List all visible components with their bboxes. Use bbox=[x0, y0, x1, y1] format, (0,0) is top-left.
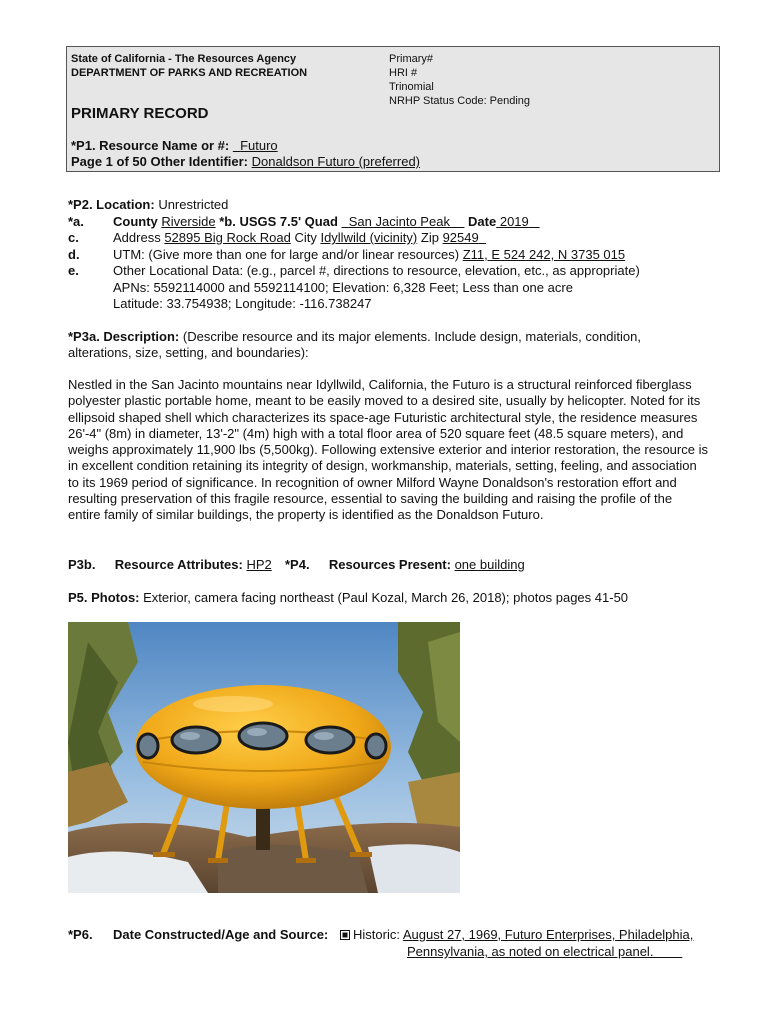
p3b-row bbox=[68, 557, 708, 574]
p2c-label: c. bbox=[68, 230, 79, 245]
agency-block bbox=[71, 52, 307, 80]
date-constructed-line1: August 27, 1969, Futuro Enterprises, Philadelphia, bbox=[402, 927, 694, 942]
p2a-label: *a. bbox=[68, 213, 84, 229]
p2d-row bbox=[68, 247, 708, 264]
p2e-label: e. bbox=[68, 263, 79, 278]
address-value: 52895 Big Rock Road bbox=[164, 230, 291, 245]
other-identifier-line bbox=[71, 154, 688, 170]
nrhp-status: NRHP Status Code: Pending bbox=[389, 95, 531, 107]
date-value: 2019 bbox=[499, 213, 529, 229]
latlon-row bbox=[68, 296, 708, 313]
p2-location-block bbox=[68, 197, 708, 313]
latlon-line: Latitude: 33.754938; Longitude: -116.738247 bbox=[113, 296, 372, 311]
city-value: Idyllwild (vicinity) bbox=[320, 230, 418, 245]
p3a-instruction bbox=[68, 329, 708, 362]
other-identifier-label: Other Identifier: bbox=[150, 154, 249, 169]
p2a-row bbox=[68, 214, 708, 231]
historic-option bbox=[340, 926, 693, 943]
p2-label: *P2. Location: bbox=[68, 197, 155, 212]
apn-line: APNs: 5592114000 and 5592114100; Elevation: 6,328 Feet; Less than one acre bbox=[113, 279, 573, 295]
p3a-label: *P3a. Description: bbox=[68, 329, 180, 344]
p5-row bbox=[68, 590, 708, 607]
futuro-house-illustration bbox=[68, 622, 460, 893]
p1-resource-name-line bbox=[71, 138, 717, 154]
attributes-value: HP2 bbox=[246, 557, 272, 572]
page-count: Page 1 of 50 bbox=[71, 154, 147, 169]
other-identifier-value: Donaldson Futuro (preferred) bbox=[251, 154, 420, 169]
p5-label: P5. Photos: bbox=[68, 590, 140, 605]
p5-value: Exterior, camera facing northeast (Paul Kozal, March 26, 2018); photos pages 41-50 bbox=[143, 590, 629, 605]
historic-label: Historic: bbox=[353, 927, 400, 942]
trinomial: Trinomial bbox=[389, 81, 434, 93]
resources-present-label: Resources Present: bbox=[328, 557, 451, 572]
p3a-instruction-text: (Describe resource and its major elements. Include design, materials, condition, alterations, size, setting, and boundaries): bbox=[68, 329, 641, 361]
p3a-description-text: Nestled in the San Jacinto mountains near Idyllwild, California, the Futuro is a structural reinforced fiberglass polyester plastic portable home, meant to be easily moved to a desired site, usually by helicopter. Noted for its ellipsoid shaped shell which characterizes its space-age Futuristic architectural style, the residence measures 26'-4" (8m) in diameter, 13'-2" (4m) high with a total floor area of 520 square feet (48.5 square meters), and weighs approximately 11,900 lbs (5,500kg). Following extensive exterior and interior restoration, the resource is in excellent condition retaining its integrity of design, workmanship, materials, setting, feeling, and association to its 1969 period of significance. In recognition of owner Milford Wayne Donaldson's restoration effort and resulting preservation of this fragile resource, essential to saving the building and raising the profile of the entire family of similar buildings, the property is identified as the Donaldson Futuro. bbox=[68, 377, 708, 523]
p2d-label: d. bbox=[68, 246, 80, 262]
city-label: City bbox=[294, 230, 317, 245]
usgs-quad-value: San Jacinto Peak bbox=[348, 213, 450, 229]
apn-row bbox=[68, 280, 708, 297]
p6-row bbox=[68, 926, 694, 960]
p6-label: *P6. bbox=[68, 927, 93, 942]
p2e-row bbox=[68, 263, 708, 280]
other-locational-label: Other Locational Data: (e.g., parcel #, directions to resource, elevation, etc., as appropriate) bbox=[113, 263, 640, 278]
primary-number: Primary# bbox=[389, 53, 434, 65]
attributes-label: Resource Attributes: bbox=[114, 557, 243, 572]
date-constructed-label: Date Constructed/Age and Source: bbox=[113, 927, 329, 942]
futuro-photo bbox=[68, 622, 460, 893]
page-title: PRIMARY RECORD bbox=[71, 105, 209, 122]
resources-present-value: one building bbox=[454, 557, 525, 572]
zip-label: Zip bbox=[420, 230, 439, 245]
p2-value: Unrestricted bbox=[158, 197, 229, 212]
p3b-label: P3b. bbox=[68, 557, 96, 572]
county-label: County bbox=[113, 213, 158, 229]
date-label: Date bbox=[468, 213, 497, 229]
department-name: DEPARTMENT OF PARKS AND RECREATION bbox=[71, 67, 308, 79]
date-constructed-line2: Pennsylvania, as noted on electrical panel. bbox=[407, 944, 654, 959]
header-box bbox=[66, 46, 720, 172]
p2-row bbox=[68, 197, 708, 214]
p2c-row bbox=[68, 230, 708, 247]
county-value: Riverside bbox=[161, 213, 216, 229]
usgs-quad-label: *b. USGS 7.5' Quad bbox=[219, 213, 338, 229]
zip-value: 92549 bbox=[442, 230, 479, 245]
p4-label: *P4. bbox=[285, 557, 310, 572]
p1-value: Futuro bbox=[240, 138, 278, 153]
hri-number: HRI # bbox=[389, 67, 418, 79]
p1-label: *P1. Resource Name or #: bbox=[71, 138, 230, 153]
address-label: Address bbox=[113, 230, 161, 245]
utm-label: UTM: (Give more than one for large and/or linear resources) bbox=[113, 246, 460, 262]
historic-checkbox[interactable] bbox=[340, 930, 350, 940]
record-ids bbox=[389, 52, 530, 108]
utm-value: Z11, E 524 242, N 3735 015 bbox=[462, 246, 626, 262]
agency-name: State of California - The Resources Agency bbox=[71, 53, 297, 65]
